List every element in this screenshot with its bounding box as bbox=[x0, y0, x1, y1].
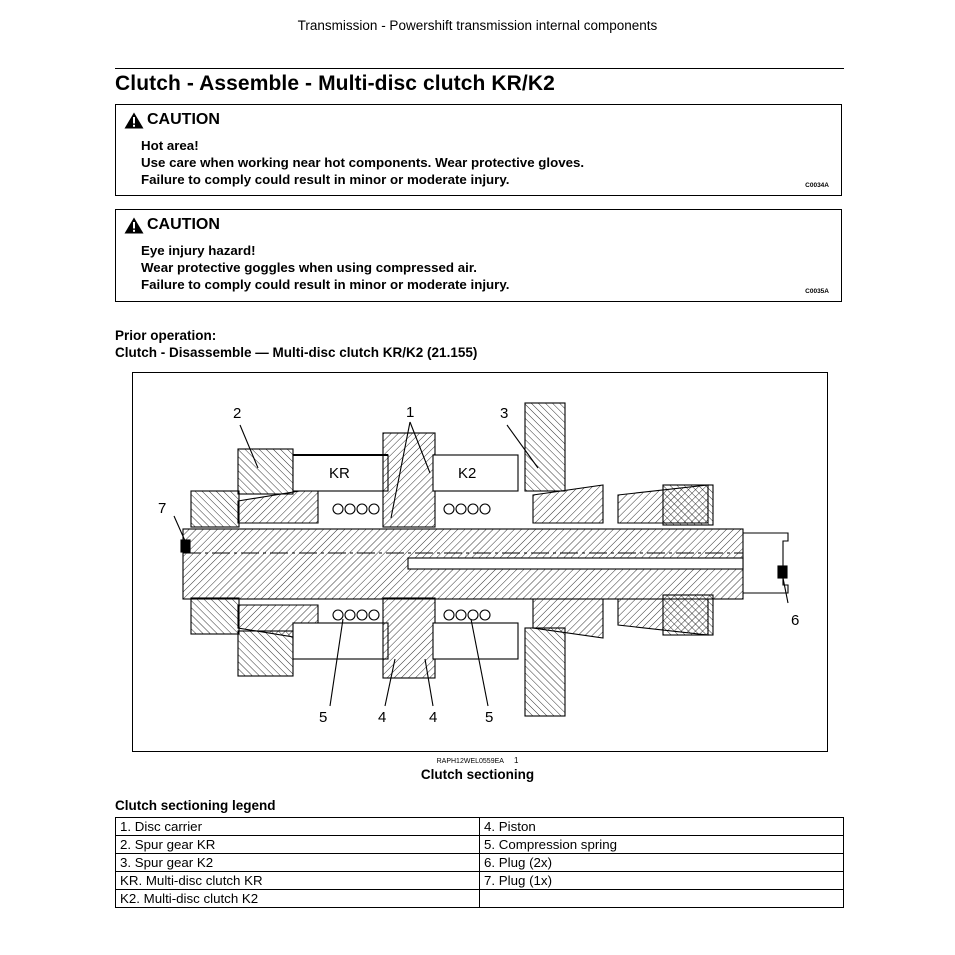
table-row bbox=[116, 872, 844, 890]
callout-1: 1 bbox=[406, 404, 415, 421]
page-title: Clutch - Assemble - Multi-disc clutch KR/K2 bbox=[115, 72, 555, 95]
legend-cell: 5. Compression spring bbox=[480, 836, 844, 854]
caution-line: Hot area! bbox=[141, 138, 199, 153]
caution-code: C0034A bbox=[805, 182, 829, 189]
running-header: Transmission - Powershift transmission internal components bbox=[297, 18, 658, 33]
spur-gear-k2 bbox=[525, 628, 565, 716]
label-k2: K2 bbox=[458, 465, 477, 482]
caution-code: C0035A bbox=[805, 288, 829, 295]
figure-id bbox=[0, 756, 955, 765]
prior-operation-link[interactable]: Clutch - Disassemble — Multi-disc clutch KR/K2 (21.155) bbox=[115, 345, 478, 360]
legend-cell: K2. Multi-disc clutch K2 bbox=[116, 890, 480, 908]
caution-heading bbox=[124, 111, 220, 129]
clutch-section-figure bbox=[132, 372, 828, 752]
warning-triangle-icon bbox=[124, 112, 144, 129]
prior-operation-label: Prior operation: bbox=[115, 328, 217, 343]
caution-line: Failure to comply could result in minor or moderate injury. bbox=[141, 277, 510, 292]
caution-line: Use care when working near hot components. Wear protective gloves. bbox=[141, 155, 585, 170]
figure-caption: Clutch sectioning bbox=[420, 767, 535, 782]
caution-box-hot-area bbox=[115, 104, 842, 196]
warning-triangle-icon bbox=[124, 217, 144, 234]
caution-line: Eye injury hazard! bbox=[141, 243, 256, 258]
prior-operation bbox=[115, 327, 477, 361]
spur-gear-k2 bbox=[525, 403, 565, 491]
legend-table bbox=[115, 817, 844, 908]
legend-cell: 2. Spur gear KR bbox=[116, 836, 480, 854]
caution-heading bbox=[124, 216, 220, 234]
figure-code: RAPH12WEL0559EA bbox=[436, 758, 504, 765]
spur-gear-kr bbox=[238, 449, 293, 494]
legend-title: Clutch sectioning legend bbox=[115, 798, 276, 813]
legend-cell: KR. Multi-disc clutch KR bbox=[116, 872, 480, 890]
callout-6: 6 bbox=[791, 612, 800, 629]
legend-cell: 1. Disc carrier bbox=[116, 818, 480, 836]
plug-6 bbox=[778, 566, 787, 578]
disc-carrier bbox=[383, 598, 435, 678]
caution-box-eye-hazard bbox=[115, 209, 842, 302]
left-bearing bbox=[191, 598, 239, 634]
caution-label: CAUTION bbox=[147, 111, 220, 128]
callout-5: 5 bbox=[319, 709, 328, 726]
callout-4: 4 bbox=[378, 709, 387, 726]
clutch-section-drawing bbox=[133, 373, 826, 750]
callout-7: 7 bbox=[158, 500, 167, 517]
callout-4: 4 bbox=[429, 709, 438, 726]
table-row bbox=[116, 836, 844, 854]
legend-cell: 7. Plug (1x) bbox=[480, 872, 844, 890]
callout-2: 2 bbox=[233, 405, 242, 422]
figure-number: 1 bbox=[513, 756, 519, 765]
disc-carrier bbox=[383, 433, 435, 527]
right-bearing-cup bbox=[663, 485, 713, 525]
caution-text bbox=[141, 137, 584, 188]
left-bearing bbox=[191, 491, 239, 527]
legend-cell: 6. Plug (2x) bbox=[480, 854, 844, 872]
caution-line: Failure to comply could result in minor or moderate injury. bbox=[141, 172, 510, 187]
callout-3: 3 bbox=[500, 405, 509, 422]
table-row bbox=[116, 890, 844, 908]
caution-label: CAUTION bbox=[147, 216, 220, 233]
table-row bbox=[116, 854, 844, 872]
spur-gear-kr bbox=[238, 631, 293, 676]
caution-text bbox=[141, 242, 509, 293]
legend-cell bbox=[480, 890, 844, 908]
title-rule bbox=[115, 68, 844, 69]
legend-cell: 3. Spur gear K2 bbox=[116, 854, 480, 872]
legend-cell: 4. Piston bbox=[480, 818, 844, 836]
label-kr: KR bbox=[329, 465, 350, 482]
caution-line: Wear protective goggles when using compressed air. bbox=[141, 260, 477, 275]
callout-5: 5 bbox=[485, 709, 494, 726]
table-row bbox=[116, 818, 844, 836]
